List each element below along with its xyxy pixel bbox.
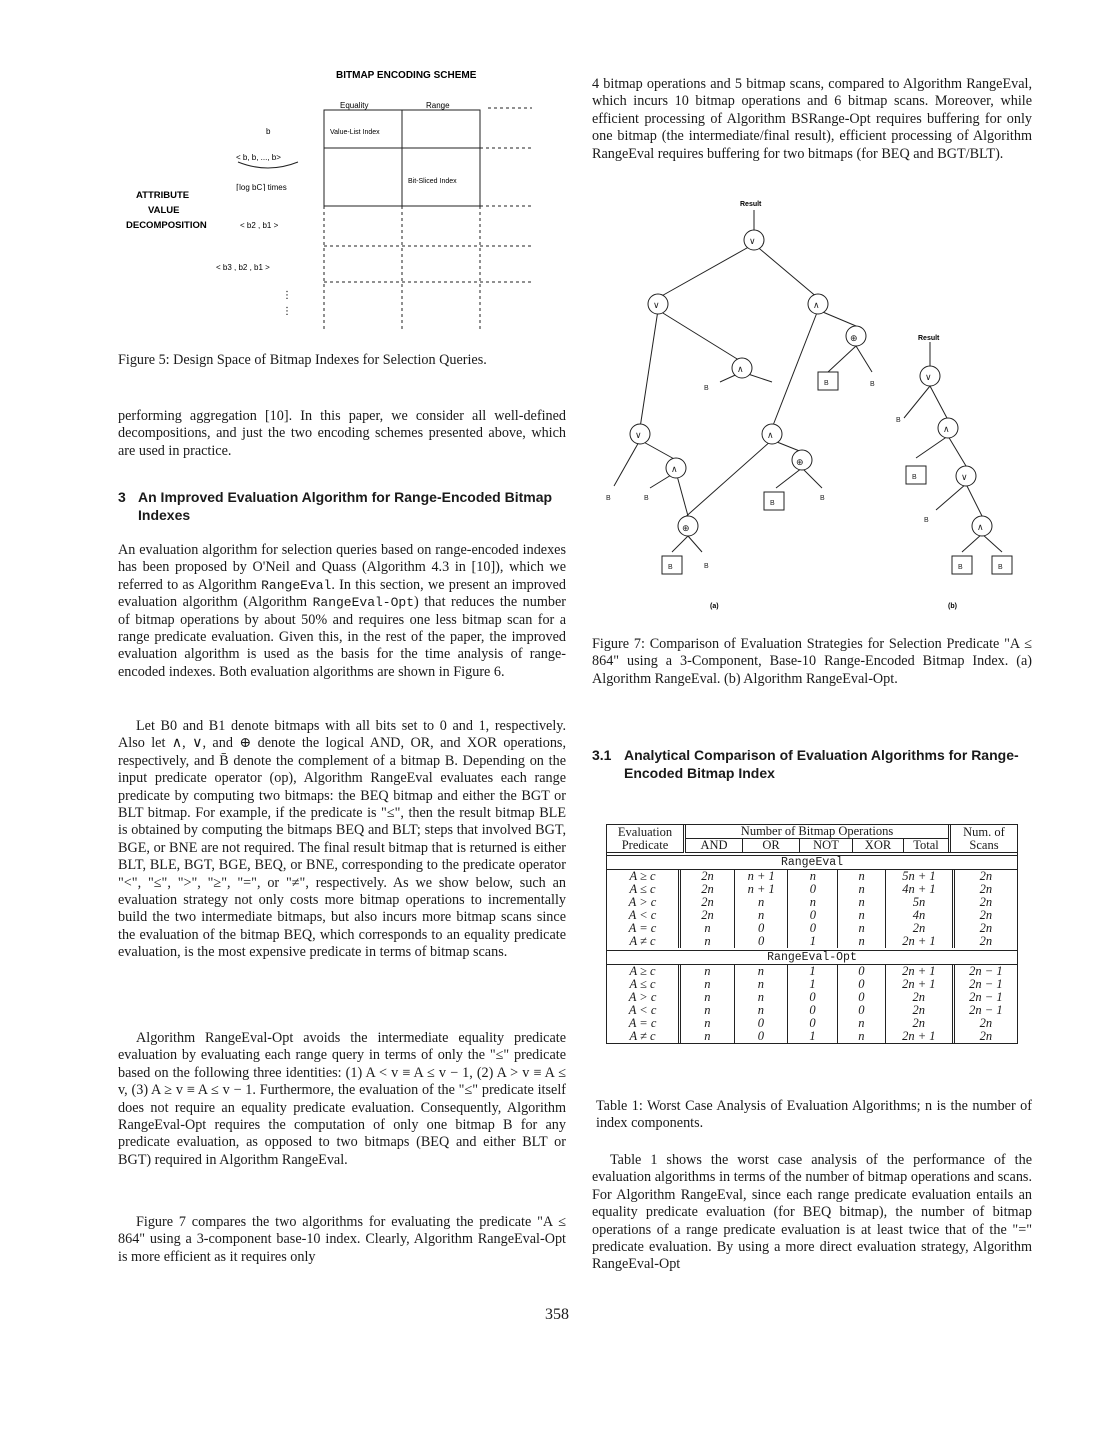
para-aggregation: performing aggregation [10]. In this paper, we consider all well-defined decompositions, and just the two encoding schemes presented above, which are used in practice. (118, 408, 566, 459)
table-cell: 2n (680, 896, 735, 909)
table-cell: n (734, 1004, 787, 1017)
fig7-label-b: (b) (948, 603, 957, 610)
table-cell: A < c (628, 1003, 657, 1017)
table-cell: A ≤ c (629, 882, 656, 896)
svg-text:B: B (770, 500, 775, 507)
table-cell: n (837, 1017, 885, 1030)
fig5-row-b3b2b1: < b3 , b2 , b1 > (216, 263, 270, 272)
table-cell: 0 (734, 922, 788, 935)
table-cell: n (734, 909, 788, 922)
section-3-1-heading (592, 746, 1032, 782)
table-cell: n (734, 991, 787, 1004)
section-3-1-number: 3.1 (592, 747, 612, 763)
svg-text:∧: ∧ (767, 430, 774, 440)
table-cell: n + 1 (734, 883, 788, 896)
table-cell: A ≤ c (629, 977, 656, 991)
th-total: Total (904, 839, 949, 852)
fig5-title: BITMAP ENCODING SCHEME (336, 70, 477, 81)
th-xor: XOR (853, 839, 904, 852)
svg-text:∧: ∧ (813, 300, 820, 310)
table-cell: 2n − 1 (953, 1004, 1017, 1017)
para1-text-a: An evaluation algorithm for selection queries based on range-encoded indexes has been proposed by O'Neil and Quass (Algorithm 4.3 in [10]), which we referred to as Algorithm (118, 542, 566, 593)
table-cell: 2n (886, 922, 954, 935)
table-cell: 0 (788, 991, 838, 1004)
table-cell: 0 (837, 978, 885, 991)
table-cell: 1 (788, 965, 838, 978)
fig7-label-a: (a) (710, 603, 719, 610)
fig5-bit-sliced-label: Bit-Sliced Index (408, 178, 457, 185)
table-cell: n (680, 935, 735, 948)
svg-text:B: B (644, 495, 649, 502)
table-cell: n (734, 896, 788, 909)
section-3-para-1 (118, 542, 566, 681)
svg-text:∧: ∧ (737, 364, 744, 374)
svg-text:∧: ∧ (943, 424, 950, 434)
svg-text:B: B (998, 564, 1003, 571)
para1-text-b: . In this section, we present an improved evaluation algorithm (Algorithm (118, 576, 567, 611)
table-cell: n (680, 978, 734, 991)
table-cell: 2n (953, 1030, 1017, 1043)
table-cell: n (838, 909, 886, 922)
table-cell: n (788, 870, 838, 883)
table-cell: 2n (953, 909, 1017, 922)
table-cell: 2n (953, 883, 1017, 896)
fig5-attr-1: ATTRIBUTE (136, 190, 190, 201)
fig5-row-bbb: < b, b, ..., b> (236, 153, 281, 162)
th-eval (607, 825, 685, 853)
table-cell: n (838, 922, 886, 935)
para1-code-rangeeval-opt: RangeEval-Opt (312, 595, 415, 611)
section-3-para-2: Let B0 and B1 denote bitmaps with all bits set to 0 and 1, respectively. Also let ∧, ∨, and ⊕ denote the logical AND, OR, and XOR operations, respectively, and B̄ denote the complement of a bitmap B. Depending on the input predicate operator (op), Algorithm RangeEval evaluates each range predicate by computing two bitmaps: the BEQ bitmap and either the BGT or BLT bitmap. For example, if the predicate is "≤", then the result bitmap BLE is obtained by computing the bitmaps BEQ and BLT; steps that involved BGT, BGE, or BNE are not required. The final result bitmap that is returned is either BLT, BLE, BGT, BGE, BEQ, or BNE, corresponding to the predicate operator "<", "≤", ">", "≥", "=", or "≠", respectively. As we show below, such an evaluation strategy not only costs more bitmap operations to incrementally build the two intermediate bitmaps, but also incurs more bitmap scans since the evaluation of the bitmap BEQ, which corresponds to an equality predicate evaluation, is the most expensive predicate in terms of bitmap scans. (118, 718, 566, 961)
table-1-caption: Table 1: Worst Case Analysis of Evaluation Algorithms; n is the number of index components. (596, 1098, 1032, 1132)
table-cell: 2n (885, 1004, 953, 1017)
th-scans-line2: Scans (969, 837, 999, 852)
fig7-result-a: Result (740, 201, 762, 208)
right-para-top: 4 bitmap operations and 5 bitmap scans, compared to Algorithm RangeEval, which incurs 10 bitmap operations and 6 bitmap scans. Moreover, while efficient processing of Algorithm BSRange-Opt requires buffering for only one bitmap (the intermediate/final result), efficient processing of Algorithm RangeEval requires buffering for two bitmaps (for BEQ and BGT/BLT). (592, 76, 1032, 162)
fig5-row-log: ⌈log bC⌉ times (236, 183, 287, 192)
table-cell: 2n + 1 (886, 935, 954, 948)
table-cell: 2n (885, 1017, 953, 1030)
th-numops-label: Number of Bitmap Operations (686, 825, 948, 839)
table-cell: 2n − 1 (953, 978, 1017, 991)
figure-5-diagram (118, 62, 558, 342)
svg-text:∨: ∨ (925, 372, 932, 382)
table-cell: 4n (886, 909, 954, 922)
svg-text:∨: ∨ (653, 300, 660, 310)
svg-text:⊕: ⊕ (682, 523, 690, 533)
table-cell: n (680, 965, 734, 978)
table-cell: n (838, 870, 886, 883)
table-cell: A > c (628, 990, 657, 1004)
fig5-vertical-ellipsis-2: ⋮ (282, 306, 292, 317)
fig5-attr-3: DECOMPOSITION (126, 220, 207, 231)
table-cell: 2n (680, 870, 735, 883)
th-eval-line1: Evaluation (617, 824, 673, 839)
table-cell: 0 (734, 1030, 787, 1043)
table-cell: n (680, 1030, 734, 1043)
table-cell: 5n + 1 (886, 870, 954, 883)
section-3-para-3: Algorithm RangeEval-Opt avoids the intermediate equality predicate evaluation by evaluating each range query in terms of only the "≤" predicate based on the following three identities: (1) A < v ≡ A ≤ v − 1, (2) A > v ≡ A ≤ v, (3) A ≥ v ≡ A ≤ v − 1. Furthermore, the evaluation of the "≤" predicate itself does not require an equality predicate evaluation. Consequently, Algorithm RangeEval-Opt requires the computation of only one bitmap B for any predicate evaluation, as opposed to two bitmaps (BEQ and either BLT or BGT) required in Algorithm RangeEval. (118, 1030, 566, 1168)
table-cell: 0 (837, 1004, 885, 1017)
table-cell: n (788, 896, 838, 909)
table-cell: A = c (628, 1016, 657, 1030)
table-cell: 1 (788, 935, 838, 948)
table-cell: n (680, 991, 734, 1004)
svg-text:B: B (668, 564, 673, 571)
table-cell: A > c (628, 895, 657, 909)
table-cell: 2n (885, 991, 953, 1004)
table-row (607, 935, 1017, 948)
para1-text-c: ) that reduces the number of bitmap operations by about 50% and requires one less bitmap scan for a range predicate evaluation. Given this, in the rest of the paper, the improved evaluation algorithm is used as the basis for the time analysis of range-encoded indexes. Both evaluation algorithms are shown in Figure 6. (118, 594, 567, 680)
table-cell: 2n (953, 935, 1017, 948)
table-1 (606, 824, 1018, 1044)
table-cell: 4n + 1 (886, 883, 954, 896)
svg-text:∨: ∨ (635, 430, 642, 440)
svg-text:∨: ∨ (961, 472, 968, 482)
figure-7-caption: Figure 7: Comparison of Evaluation Strategies for Selection Predicate "A ≤ 864" using a 3-Component, Base-10 Range-Encoded Bitmap Index. (a) Algorithm RangeEval. (b) Algorithm RangeEval-Opt. (592, 636, 1032, 687)
table-cell: A < c (628, 908, 657, 922)
table-cell: 0 (788, 1017, 838, 1030)
table-group-rangeeval-opt: RangeEval-Opt (607, 950, 1017, 965)
table-cell: 0 (788, 922, 838, 935)
table-cell: A ≠ c (629, 1029, 656, 1043)
page-number: 358 (545, 1306, 569, 1323)
svg-text:B: B (824, 380, 829, 387)
table-rows-rangeeval (607, 870, 1017, 948)
section-3-number: 3 (118, 489, 126, 505)
table-cell: n (838, 935, 886, 948)
table-cell: A ≠ c (629, 934, 656, 948)
table-cell: n (838, 896, 886, 909)
figure-5-caption: Figure 5: Design Space of Bitmap Indexes for Selection Queries. (118, 352, 487, 368)
table-cell: 2n (953, 1017, 1017, 1030)
th-eval-line2: Predicate (621, 837, 669, 852)
fig5-range-label: Range (426, 101, 450, 110)
table-rows-rangeeval-opt (607, 965, 1017, 1043)
table-cell: 0 (788, 1004, 838, 1017)
svg-text:⊕: ⊕ (850, 333, 858, 343)
section-3-para-4: Figure 7 compares the two algorithms for evaluating the predicate "A ≤ 864" using a 3-component base-10 index. Clearly, Algorithm RangeEval-Opt is more efficient as it requires only (118, 1214, 566, 1265)
svg-text:B: B (606, 495, 611, 502)
fig5-value-list-label: Value-List Index (330, 129, 380, 136)
table-cell: 5n (886, 896, 954, 909)
table-cell: 2n + 1 (885, 965, 953, 978)
table-cell: n (680, 1017, 734, 1030)
fig5-equality-label: Equality (340, 101, 369, 110)
th-scans (950, 825, 1018, 853)
table-cell: 1 (788, 978, 838, 991)
table-cell: 2n (680, 883, 735, 896)
section-3-1-title: Analytical Comparison of Evaluation Algorithms for Range-Encoded Bitmap Index (624, 747, 1019, 781)
table-cell: 0 (837, 965, 885, 978)
fig5-attr-2: VALUE (148, 205, 180, 216)
th-scans-line1: Num. of (963, 824, 1005, 839)
table-cell: n (837, 1030, 885, 1043)
figure-7-diagram (592, 196, 1032, 616)
svg-text:B: B (924, 517, 929, 524)
svg-text:∧: ∧ (977, 522, 984, 532)
th-numops (685, 825, 950, 853)
th-and: AND (700, 838, 728, 852)
fig7-result-b: Result (918, 335, 940, 342)
table-cell: n (838, 883, 886, 896)
svg-text:B: B (704, 563, 709, 570)
table-cell: 2n − 1 (953, 991, 1017, 1004)
section-3-heading (118, 488, 566, 524)
table-cell: 2n + 1 (885, 1030, 953, 1043)
svg-text:∧: ∧ (671, 464, 678, 474)
fig5-vertical-ellipsis: ⋮ (282, 290, 292, 301)
para1-code-rangeeval: RangeEval (261, 577, 332, 593)
table-cell: n (680, 1004, 734, 1017)
table-cell: 2n (680, 909, 735, 922)
svg-text:B: B (704, 385, 709, 392)
table-cell: 2n (953, 896, 1017, 909)
fig5-row-b: b (266, 127, 271, 136)
fig5-row-b2b1: < b2 , b1 > (240, 221, 279, 230)
table-cell: 0 (734, 935, 788, 948)
table-cell: 2n + 1 (885, 978, 953, 991)
svg-text:B: B (820, 495, 825, 502)
table-cell: A = c (628, 921, 657, 935)
table-cell: n (734, 978, 787, 991)
table-cell: 0 (734, 1017, 787, 1030)
table-cell: 2n (953, 922, 1017, 935)
table-cell: n + 1 (734, 870, 788, 883)
table-cell: 0 (788, 909, 838, 922)
table-cell: 0 (837, 991, 885, 1004)
svg-text:B: B (912, 474, 917, 481)
table-cell: 0 (788, 883, 838, 896)
right-para-bottom: Table 1 shows the worst case analysis of the performance of the evaluation algorithms in terms of the number of bitmap operations and scans. For Algorithm RangeEval, since each range predicate evaluation entails an equality predicate evaluation (for BEQ bitmap), the number of bitmap operations of a range predicate evaluation is at least twice that of the "=" predicate evaluation. By using a more direct evaluation strategy, Algorithm RangeEval-Opt (592, 1152, 1032, 1273)
section-3-title: An Improved Evaluation Algorithm for Range-Encoded Bitmap Indexes (138, 489, 553, 523)
th-or: OR (743, 839, 800, 852)
table-cell: 1 (788, 1030, 838, 1043)
table-cell: n (734, 965, 787, 978)
table-cell: n (680, 922, 735, 935)
svg-text:B: B (870, 381, 875, 388)
th-not: NOT (800, 839, 853, 852)
svg-text:⊕: ⊕ (796, 457, 804, 467)
svg-text:∨: ∨ (749, 236, 756, 246)
table-cell: 2n − 1 (953, 965, 1017, 978)
table-cell: 2n (953, 870, 1017, 883)
svg-text:B: B (958, 564, 963, 571)
svg-text:B: B (896, 417, 901, 424)
table-cell: A ≥ c (629, 964, 656, 978)
table-row (607, 1030, 1017, 1043)
table-cell: A ≥ c (629, 869, 656, 883)
table-group-rangeeval: RangeEval (607, 855, 1017, 870)
